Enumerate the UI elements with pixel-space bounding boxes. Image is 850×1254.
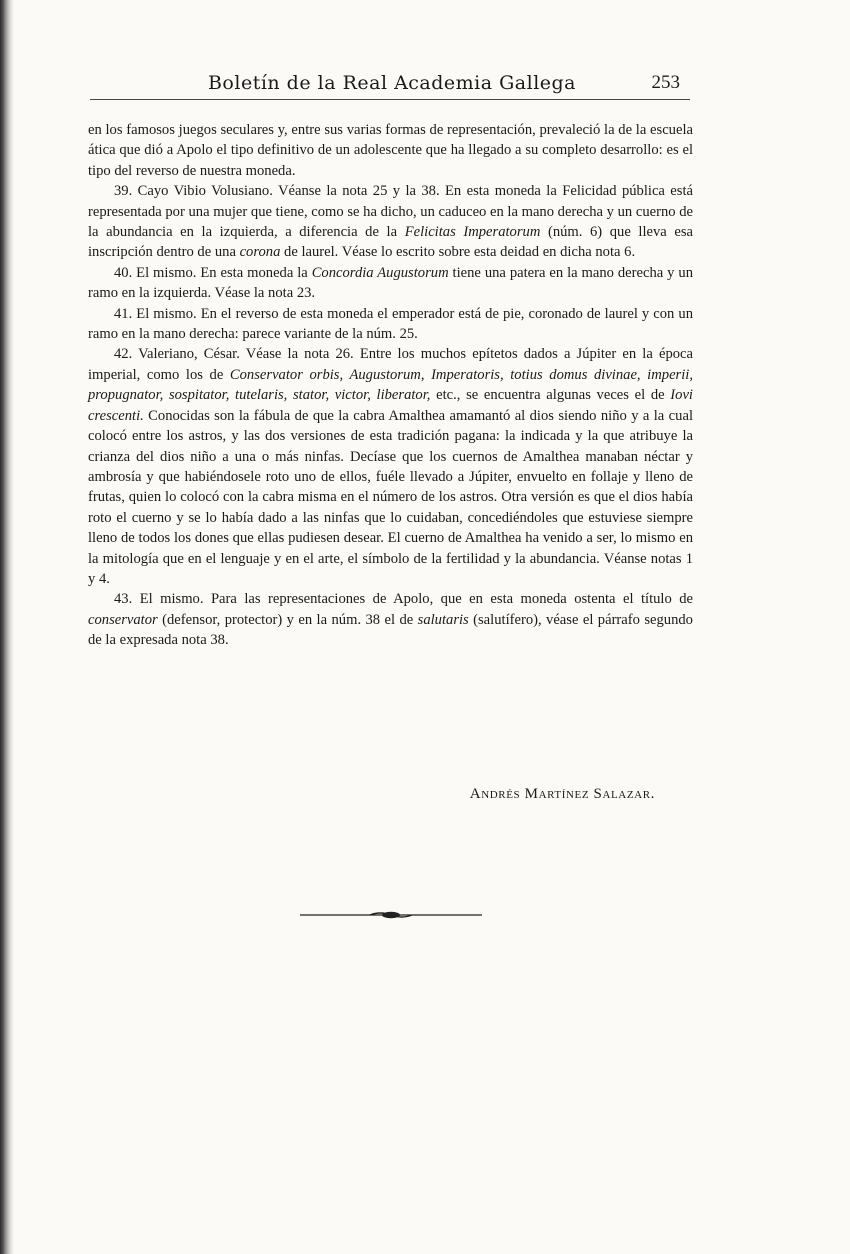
note-40-text-b: tiene una patera en la mano derecha y un ramo en la izquierda. Véase la nota 23. [88,264,693,302]
note-42-text-b: etc., se encuentra algunas veces el de [430,387,671,404]
author-signature [400,786,655,803]
note-42-text-a: 42. Valeriano, César. Véase la nota 26. Entre los muchos epítetos dados a Júpiter en la época imperial, como los de [88,346,693,383]
note-40-italic-1: Concordia Augustorum [311,264,449,281]
note-41: 41. El mismo. En el reverso de esta moneda el emperador está de pie, coronado de laurel y con un ramo en la mano derecha: parece variante de la núm. 25. [88,305,693,343]
main-text [88,120,693,651]
end-ornament-rule [300,907,482,923]
page-number: 253 [651,72,680,93]
note-43-text-a: 43. El mismo. Para las representaciones de Apolo, que en esta moneda ostenta el título de [114,591,693,608]
note-43-italic-1: conservator [88,611,158,628]
note-39-text-a: 39. Cayo Vibio Volusiano. Véanse la nota 25 y la 38. En esta moneda la Felicidad pública está representada por una mujer que tiene, como se ha dicho, un caduceo en la mano derecha y un cuerno de la abundancia en la izquierda, a diferencia de la [88,183,693,241]
note-39 [88,181,693,263]
note-42 [88,344,693,589]
note-39-text-c: de laurel. Véase lo escrito sobre esta deidad en dicha nota 6. [280,244,636,261]
running-header [90,72,690,98]
note-43-text-c: (salutífero), véase el párrafo segundo de la expresada nota 38. [88,611,693,649]
note-42-italic-2: Iovi crescenti. [88,387,693,424]
note-43 [88,589,693,650]
note-43-italic-2: salutaris [417,611,469,628]
note-43-text-b: (defensor, protector) y en la núm. 38 el de [157,611,418,628]
note-40-text-a: 40. El mismo. En esta moneda la [114,264,312,281]
header-rule [90,99,690,100]
note-40 [88,263,693,304]
running-title: Boletín de la Real Academia Gallega [207,72,577,94]
note-39-italic-1: Felicitas Imperatorum [404,224,541,241]
note-39-text-b: (núm. 6) que lleva esa inscripción dentro de una [88,224,694,261]
author-name: Andrés Martínez Salazar. [469,786,655,802]
paragraph-intro: en los famosos juegos seculares y, entre sus varias formas de representación, prevaleció la de la escuela ática que dió a Apolo el tipo definitivo de un adolescente que ha llegado a su completo desarrollo: es el tipo del reverso de nuestra moneda. [88,122,693,179]
note-39-italic-2: corona [239,244,281,261]
note-42-text-c: Conocidas son la fábula de que la cabra Amalthea amamantó al dios siendo niño y a la cual colocó entre los astros, y las dos versiones de esta tradición pagana: la indicada y la que atribuye la crianza del dios niño a una o más ninfas. Decíase que los cuernos de Amalthea manaban néctar y ambrosía y que habiéndosele roto uno de ellos, fuéle llevado a Júpiter, envuelto en follaje y lleno de frutas, quien lo colocó con la cabra misma en el número de los astros. Otra versión es que el dios había roto el cuerno y se lo había dado a las ninfas que lo cuidaban, concediéndoles que estuviese siempre lleno de todos los dones que ellas pudiesen desear. El cuerno de Amalthea ha venido a ser, lo mismo en la mitología que en el lenguaje y en el arte, el símbolo de la fertilidad y la abundancia. Véanse notas 1 y 4. [88,407,693,587]
note-42-italic-1: Conservator orbis, Augustorum, Imperatoris, totius domus divinae, imperii, propugnator, sospitator, tutelaris, stator, victor, liberator, [88,366,693,404]
book-spine-edge [0,0,14,1254]
